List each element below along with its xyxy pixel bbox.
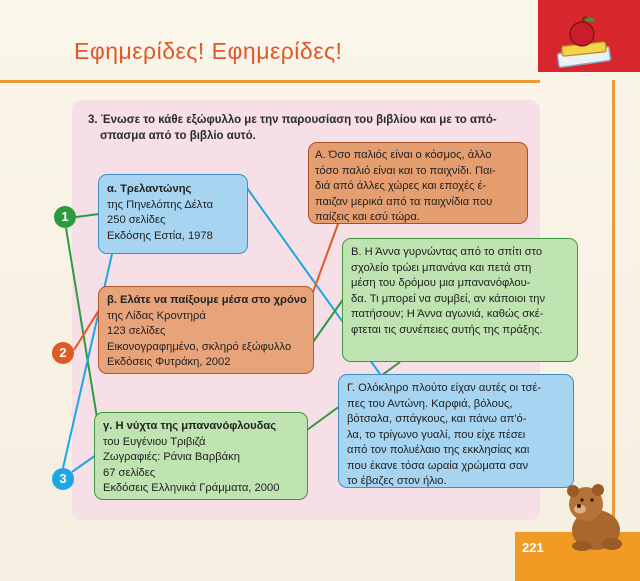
line-b-to-A [313, 224, 338, 292]
excerpt-C-line: από τον πολυέλαιο της εκκλησίας και [347, 444, 530, 456]
book-c-title: γ. Η νύχτα της μπανανόφλουδας [103, 420, 277, 432]
excerpt-box-B [342, 238, 578, 362]
instruction-line-2: σπασμα από το βιβλίο αυτό. [100, 130, 256, 142]
book-b-line: Εκδόσεις Φυτράκη, 2002 [107, 356, 231, 368]
book-box-c [94, 412, 308, 500]
excerpt-B-line: φτεται τις συνέπειες αυτής της πράξης. [351, 323, 543, 336]
page-number: 221 [522, 540, 544, 555]
book-a-line: 250 σελίδες [107, 214, 166, 226]
page-title: Εφημερίδες! Εφημερίδες! [74, 38, 343, 64]
excerpt-C-line: το έβαζες στον ήλιο. [347, 475, 447, 487]
excerpt-B-line: σχολείο τρώει μπανάνα και πετά στη [351, 261, 532, 274]
number-circle-1: 1 [54, 206, 76, 228]
book-a-line: Εκδόσης Εστία, 1978 [107, 229, 213, 242]
excerpt-A-line: τόσο παλιό είναι και το παιχνίδι. Παι- [315, 164, 496, 177]
book-c-line: Ζωγραφιές: Ράνια Βαρβάκη [103, 451, 240, 463]
excerpt-B-line: δα. Τι μπορεί να συμβεί, αν κάποιοι την [351, 292, 546, 305]
excerpt-B-line: Β. Η Άννα γυρνώντας από το σπίτι στο [351, 246, 543, 258]
excerpt-C-line: Γ. Ολόκληρο πλούτο είχαν αυτές οι τσέ- [347, 382, 542, 394]
excerpt-C-line: βότσαλα, σπάγκους, και πάνω απ'ό- [347, 413, 527, 425]
book-c-line: Εκδόσεις Ελληνικά Γράμματα, 2000 [103, 482, 280, 494]
book-box-b [98, 286, 314, 374]
instruction-line-1: 3. Ένωσε το κάθε εξώφυλλο με την παρουσίαση του βιβλίου και με το από- [88, 114, 497, 126]
excerpt-A-line: παίζεις και εσύ τώρα. [315, 211, 420, 223]
book-a-title: α. Τρελαντώνης [107, 183, 192, 195]
number-circle-2: 2 [52, 342, 74, 364]
excerpt-C-line: που έκανε τόσα ωραία χρώματα σαν [347, 459, 529, 472]
excerpt-C-line: λα, το τρίγωνο γυαλί, που είχε πέσει [347, 428, 526, 441]
excerpt-A-line: διά από άλλες χώρες και εποχές έ- [315, 180, 487, 192]
line-3-to-c [72, 455, 96, 472]
book-b-line: Εικονογραφημένο, σκληρό εξώφυλλο [107, 340, 292, 353]
book-c-line: 67 σελίδες [103, 466, 156, 479]
book-b-line: της Λίδας Κροντηρά [107, 309, 206, 322]
excerpt-C-line: πες του Αντώνη. Καρφιά, βόλους, [347, 397, 513, 410]
line-1-to-a [76, 214, 99, 217]
teddy-bear-icon [556, 482, 634, 552]
book-b-title: β. Ελάτε να παίξουμε μέσα στο χρόνο [107, 294, 307, 306]
excerpt-B-line: πατήσουν; Η Άννα αγωνιά, καθώς σκέ- [351, 308, 544, 320]
book-b-line: 123 σελίδες [107, 325, 166, 337]
excerpt-box-A [308, 142, 528, 224]
excerpt-box-C [338, 374, 574, 488]
book-c-line: του Ευγένιου Τριβιζά [103, 435, 206, 448]
book-a-line: της Πηνελόπης Δέλτα [107, 198, 214, 211]
excerpt-B-line: μέση του δρόμου μια μπανανόφλου- [351, 277, 531, 289]
excerpt-A-line: παιζαν μερικά από τα παιχνίδια που [315, 195, 493, 208]
book-box-a [98, 174, 248, 254]
excerpt-A-line: Α. Όσο παλιός είναι ο κόσμος, άλλο [315, 149, 492, 161]
number-circle-3: 3 [52, 468, 74, 490]
